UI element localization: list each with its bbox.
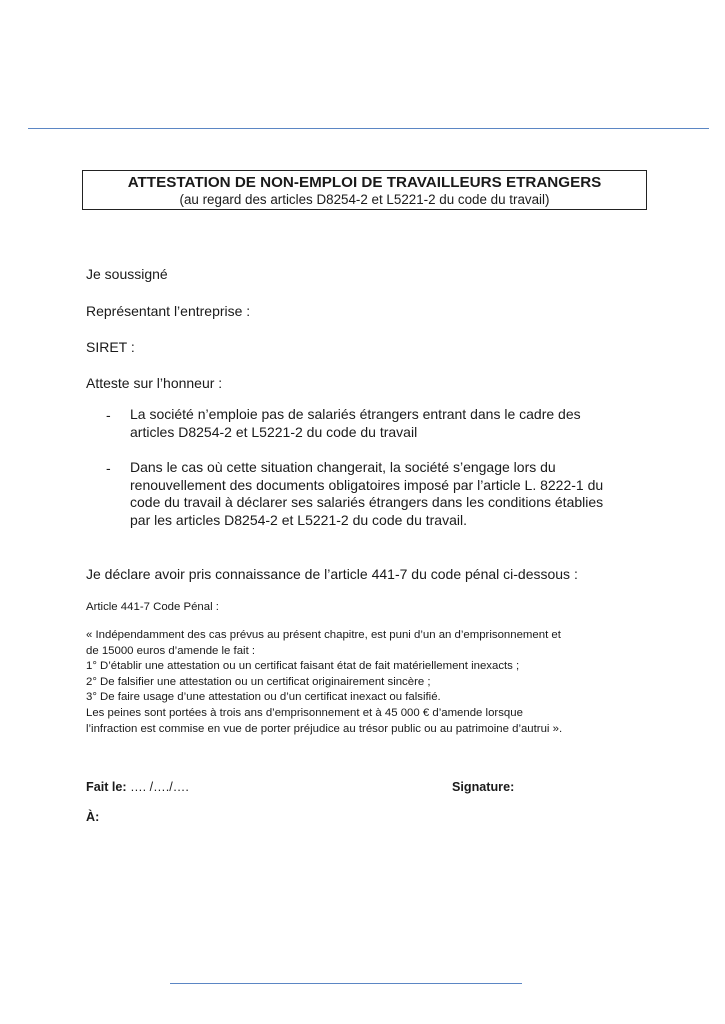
declare-line: Je déclare avoir pris connaissance de l’article 441-7 du code pénal ci-dessous :: [86, 566, 578, 582]
article-line-4: 2° De falsifier une attestation ou un certificat originairement sincère ;: [86, 675, 431, 688]
date-field: [86, 778, 189, 796]
bullet-dash-1: -: [106, 407, 111, 423]
article-line-2: de 15000 euros d’amende le fait :: [86, 644, 256, 657]
title-box: [82, 170, 647, 210]
article-line-5: 3° De faire usage d’une attestation ou d’un certificat inexact ou falsifié.: [86, 691, 441, 704]
bullet-2-line-4: par les articles D8254-2 et L5221-2 du code du travail.: [130, 511, 467, 528]
bullet-item-1: [130, 406, 650, 441]
bullet-item-2: [130, 459, 650, 529]
article-line-7: l’infraction est commise en vue de porter préjudice au trésor public ou au patrimoine d’autrui ».: [86, 722, 563, 735]
soussigne-line: Je soussigné: [86, 266, 168, 282]
place-label: À:: [86, 810, 100, 824]
bullet-1-line-2: articles D8254-2 et L5221-2 du code du travail: [130, 423, 418, 440]
article-line-6: Les peines sont portées à trois ans d’emprisonnement et à 45 000 € d’amende lorsque: [86, 707, 523, 719]
bullet-2-line-3: code du travail à déclarer ses salariés étrangers dans les conditions établies: [130, 494, 604, 511]
bullet-2-line-1: Dans le cas où cette situation changerait, la société s’engage lors du: [130, 459, 556, 475]
siret-line: SIRET :: [86, 339, 135, 355]
date-label: Fait le:: [86, 780, 127, 794]
document-title: ATTESTATION DE NON-EMPLOI DE TRAVAILLEURS ETRANGERS: [127, 174, 602, 191]
date-placeholder: …. /…./….: [126, 780, 189, 794]
bullet-1-line-1: La société n’emploie pas de salariés étrangers entrant dans le cadre des: [130, 406, 581, 422]
bullet-dash-2: -: [106, 460, 111, 476]
bullet-2-line-2: renouvellement des documents obligatoires imposé par l’article L. 8222-1 du: [130, 476, 604, 493]
header-divider: [28, 128, 709, 129]
atteste-line: Atteste sur l’honneur :: [86, 375, 223, 391]
signature-label: Signature:: [452, 780, 515, 794]
footer-divider: [170, 983, 522, 984]
representant-line: Représentant l’entreprise :: [86, 303, 251, 319]
document-subtitle: (au regard des articles D8254-2 et L5221-2 du code du travail): [179, 192, 550, 207]
article-line-3: 1° D’établir une attestation ou un certificat faisant état de fait matériellement inexacts ;: [86, 660, 520, 673]
article-heading: Article 441-7 Code Pénal :: [86, 601, 219, 613]
article-line-1: « Indépendamment des cas prévus au présent chapitre, est puni d’un an d’emprisonnement et: [86, 629, 561, 641]
